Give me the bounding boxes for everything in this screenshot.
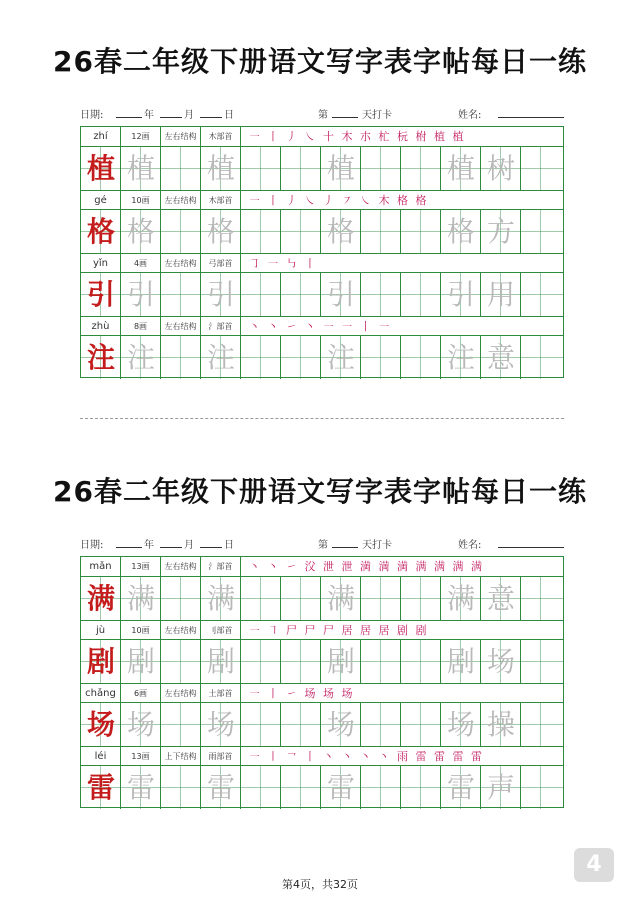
writing-box[interactable] bbox=[441, 766, 481, 809]
stroke-order: ㇐ ㇕ 尸 尸 尸 居 居 居 剧 剧 bbox=[249, 624, 429, 637]
day-label: 日 bbox=[224, 540, 234, 551]
pinyin-label: zhí bbox=[81, 127, 121, 146]
trace-character: 格 bbox=[446, 215, 475, 248]
char-row bbox=[81, 253, 563, 316]
writing-box[interactable] bbox=[321, 273, 361, 316]
writing-box[interactable] bbox=[161, 640, 201, 683]
stroke-order: ㇆ ㇐ ㇉ 丨 bbox=[249, 257, 318, 270]
writing-box[interactable] bbox=[161, 577, 201, 620]
writing-box[interactable] bbox=[441, 703, 481, 746]
writing-box[interactable] bbox=[521, 640, 563, 683]
writing-box[interactable] bbox=[121, 336, 161, 379]
day-suffix: 天打卡 bbox=[362, 110, 392, 121]
writing-box[interactable] bbox=[121, 273, 161, 316]
writing-box[interactable] bbox=[521, 336, 563, 379]
trace-character: 注 bbox=[326, 341, 355, 374]
writing-box[interactable] bbox=[481, 640, 521, 683]
writing-box[interactable] bbox=[401, 577, 441, 620]
stroke-count: 10画 bbox=[121, 621, 161, 640]
name-label: 姓名: bbox=[458, 110, 482, 121]
trace-character: 场 bbox=[486, 645, 515, 678]
trace-character: 满 bbox=[446, 582, 475, 615]
writing-box[interactable] bbox=[441, 640, 481, 683]
name-label: 姓名: bbox=[458, 540, 482, 551]
writing-boxes bbox=[81, 336, 563, 379]
writing-box[interactable] bbox=[201, 640, 241, 683]
trace-character: 雷 bbox=[206, 771, 235, 804]
month-label: 月 bbox=[184, 540, 194, 551]
trace-character: 方 bbox=[486, 215, 515, 248]
writing-box[interactable] bbox=[161, 273, 201, 316]
writing-box[interactable] bbox=[361, 577, 401, 620]
trace-character: 格 bbox=[206, 215, 235, 248]
writing-box[interactable] bbox=[441, 147, 481, 190]
meta-line bbox=[80, 106, 564, 124]
char-info-row bbox=[81, 683, 563, 703]
trace-character: 满 bbox=[326, 582, 355, 615]
trace-character: 意 bbox=[486, 582, 515, 615]
practice-grid bbox=[80, 126, 564, 378]
char-row bbox=[81, 190, 563, 253]
writing-box[interactable] bbox=[521, 147, 563, 190]
trace-character: 引 bbox=[126, 278, 155, 311]
writing-box[interactable] bbox=[241, 577, 281, 620]
writing-boxes bbox=[81, 766, 563, 809]
char-info-row bbox=[81, 190, 563, 210]
writing-boxes bbox=[81, 640, 563, 683]
writing-box[interactable] bbox=[281, 703, 321, 746]
stroke-count: 13画 bbox=[121, 747, 161, 766]
writing-box[interactable] bbox=[281, 766, 321, 809]
trace-character: 雷 bbox=[326, 771, 355, 804]
writing-box[interactable] bbox=[241, 640, 281, 683]
writing-box[interactable] bbox=[81, 640, 121, 683]
writing-box[interactable] bbox=[281, 336, 321, 379]
writing-boxes bbox=[81, 210, 563, 253]
writing-box[interactable] bbox=[81, 336, 121, 379]
pinyin-label: gé bbox=[81, 191, 121, 210]
trace-character: 雷 bbox=[446, 771, 475, 804]
trace-character: 剧 bbox=[326, 645, 355, 678]
char-info-row bbox=[81, 620, 563, 640]
structure-label: 左右结构 bbox=[161, 317, 201, 336]
trace-character: 操 bbox=[486, 708, 515, 741]
stroke-count: 13画 bbox=[121, 557, 161, 576]
writing-box[interactable] bbox=[361, 640, 401, 683]
trace-character: 植 bbox=[206, 152, 235, 185]
stroke-count: 10画 bbox=[121, 191, 161, 210]
trace-character: 满 bbox=[126, 582, 155, 615]
trace-character: 场 bbox=[446, 708, 475, 741]
writing-box[interactable] bbox=[201, 703, 241, 746]
writing-box[interactable] bbox=[281, 273, 321, 316]
date-label: 日期: bbox=[80, 540, 104, 551]
stroke-order: ㇐ 丨 丿 ㇏ 丿 ㇇ ㇏ 木 格 格 bbox=[249, 194, 429, 207]
writing-box[interactable] bbox=[201, 577, 241, 620]
char-row bbox=[81, 683, 563, 746]
trace-character: 引 bbox=[206, 278, 235, 311]
stroke-count: 12画 bbox=[121, 127, 161, 146]
radical-label: 木部首 bbox=[201, 127, 241, 146]
writing-box[interactable] bbox=[521, 766, 563, 809]
name-field[interactable] bbox=[498, 536, 564, 548]
writing-box[interactable] bbox=[441, 210, 481, 253]
writing-box[interactable] bbox=[201, 210, 241, 253]
month-label: 月 bbox=[184, 110, 194, 121]
stroke-order: 丶 丶 ㇀ 丶 ㇐ ㇐ 丨 ㇐ bbox=[249, 320, 392, 333]
radical-label: 木部首 bbox=[201, 191, 241, 210]
writing-box[interactable] bbox=[361, 210, 401, 253]
writing-box[interactable] bbox=[361, 273, 401, 316]
writing-box[interactable] bbox=[81, 577, 121, 620]
writing-box[interactable] bbox=[481, 210, 521, 253]
writing-box[interactable] bbox=[281, 210, 321, 253]
writing-box[interactable] bbox=[321, 703, 361, 746]
char-row bbox=[81, 746, 563, 809]
trace-character: 剧 bbox=[446, 645, 475, 678]
writing-box[interactable] bbox=[201, 147, 241, 190]
writing-box[interactable] bbox=[361, 336, 401, 379]
model-character: 引 bbox=[86, 278, 115, 311]
structure-label: 左右结构 bbox=[161, 621, 201, 640]
writing-box[interactable] bbox=[201, 336, 241, 379]
writing-boxes bbox=[81, 577, 563, 620]
trace-character: 场 bbox=[326, 708, 355, 741]
writing-box[interactable] bbox=[441, 273, 481, 316]
writing-box[interactable] bbox=[281, 640, 321, 683]
writing-box[interactable] bbox=[121, 147, 161, 190]
writing-box[interactable] bbox=[81, 147, 121, 190]
writing-box[interactable] bbox=[401, 210, 441, 253]
writing-box[interactable] bbox=[81, 273, 121, 316]
writing-box[interactable] bbox=[481, 336, 521, 379]
char-row bbox=[81, 557, 563, 620]
model-character: 场 bbox=[86, 708, 115, 741]
trace-character: 剧 bbox=[126, 645, 155, 678]
radical-label: 刂部首 bbox=[201, 621, 241, 640]
char-info-row bbox=[81, 127, 563, 147]
day-suffix: 天打卡 bbox=[362, 540, 392, 551]
writing-box[interactable] bbox=[361, 766, 401, 809]
section-divider bbox=[80, 418, 564, 419]
writing-box[interactable] bbox=[481, 147, 521, 190]
pinyin-label: jù bbox=[81, 621, 121, 640]
writing-box[interactable] bbox=[321, 766, 361, 809]
trace-character: 格 bbox=[326, 215, 355, 248]
stroke-count: 8画 bbox=[121, 317, 161, 336]
writing-box[interactable] bbox=[161, 210, 201, 253]
char-info-row bbox=[81, 746, 563, 766]
structure-label: 左右结构 bbox=[161, 127, 201, 146]
writing-box[interactable] bbox=[481, 577, 521, 620]
char-row bbox=[81, 620, 563, 683]
worksheet-title: 26春二年级下册语文写字表字帖每日一练 bbox=[53, 475, 587, 508]
writing-box[interactable] bbox=[481, 273, 521, 316]
writing-box[interactable] bbox=[361, 147, 401, 190]
char-row bbox=[81, 127, 563, 190]
day-prefix: 第 bbox=[318, 110, 328, 121]
radical-label: 弓部首 bbox=[201, 254, 241, 273]
writing-box[interactable] bbox=[481, 766, 521, 809]
structure-label: 左右结构 bbox=[161, 254, 201, 273]
writing-box[interactable] bbox=[521, 210, 563, 253]
trace-character: 用 bbox=[486, 278, 515, 311]
writing-box[interactable] bbox=[281, 147, 321, 190]
model-character: 雷 bbox=[86, 771, 115, 804]
writing-box[interactable] bbox=[121, 703, 161, 746]
day-label: 日 bbox=[224, 110, 234, 121]
model-character: 注 bbox=[86, 341, 115, 374]
day-prefix: 第 bbox=[318, 540, 328, 551]
practice-grid bbox=[80, 556, 564, 808]
writing-box[interactable] bbox=[161, 336, 201, 379]
radical-label: 雨部首 bbox=[201, 747, 241, 766]
structure-label: 上下结构 bbox=[161, 747, 201, 766]
page-footer: 第4页，共32页 bbox=[282, 878, 358, 891]
writing-box[interactable] bbox=[401, 703, 441, 746]
writing-boxes bbox=[81, 147, 563, 190]
writing-box[interactable] bbox=[161, 703, 201, 746]
writing-box[interactable] bbox=[441, 577, 481, 620]
writing-box[interactable] bbox=[321, 336, 361, 379]
writing-box[interactable] bbox=[401, 336, 441, 379]
meta-line bbox=[80, 536, 564, 554]
year-label: 年 bbox=[144, 110, 154, 121]
char-info-row bbox=[81, 557, 563, 577]
char-row bbox=[81, 316, 563, 379]
char-info-row bbox=[81, 316, 563, 336]
year-label: 年 bbox=[144, 540, 154, 551]
writing-box[interactable] bbox=[481, 703, 521, 746]
writing-box[interactable] bbox=[161, 147, 201, 190]
model-character: 格 bbox=[86, 215, 115, 248]
writing-box[interactable] bbox=[241, 210, 281, 253]
writing-box[interactable] bbox=[81, 703, 121, 746]
writing-box[interactable] bbox=[241, 766, 281, 809]
writing-box[interactable] bbox=[121, 640, 161, 683]
trace-character: 意 bbox=[486, 341, 515, 374]
worksheet-title: 26春二年级下册语文写字表字帖每日一练 bbox=[53, 45, 587, 78]
trace-character: 声 bbox=[486, 771, 515, 804]
radical-label: 氵部首 bbox=[201, 557, 241, 576]
stroke-order: 丶 丶 ㇀ 㳇 泄 泄 満 満 満 满 满 满 满 bbox=[249, 560, 484, 573]
trace-character: 植 bbox=[446, 152, 475, 185]
stroke-order: ㇐ 丨 丿 ㇏ 十 木 朩 杧 杬 柎 植 植 bbox=[249, 130, 466, 143]
model-character: 植 bbox=[86, 152, 115, 185]
writing-box[interactable] bbox=[321, 640, 361, 683]
trace-character: 树 bbox=[486, 152, 515, 185]
radical-label: 土部首 bbox=[201, 684, 241, 703]
page-number-badge: 4 bbox=[574, 848, 614, 882]
writing-box[interactable] bbox=[401, 273, 441, 316]
writing-box[interactable] bbox=[81, 766, 121, 809]
writing-box[interactable] bbox=[201, 273, 241, 316]
pinyin-label: chǎng bbox=[81, 684, 121, 703]
trace-character: 剧 bbox=[206, 645, 235, 678]
writing-box[interactable] bbox=[521, 577, 563, 620]
writing-box[interactable] bbox=[241, 273, 281, 316]
writing-box[interactable] bbox=[81, 210, 121, 253]
pinyin-label: mǎn bbox=[81, 557, 121, 576]
writing-box[interactable] bbox=[241, 147, 281, 190]
trace-character: 雷 bbox=[126, 771, 155, 804]
writing-box[interactable] bbox=[401, 640, 441, 683]
trace-character: 格 bbox=[126, 215, 155, 248]
writing-box[interactable] bbox=[121, 577, 161, 620]
trace-character: 注 bbox=[206, 341, 235, 374]
stroke-order: ㇐ ㇑ ㇖ 丨 丶 丶 丶 丶 雨 雷 雷 雷 雷 bbox=[249, 750, 484, 763]
trace-character: 引 bbox=[326, 278, 355, 311]
radical-label: 氵部首 bbox=[201, 317, 241, 336]
writing-box[interactable] bbox=[121, 766, 161, 809]
pinyin-label: yǐn bbox=[81, 254, 121, 273]
stroke-count: 6画 bbox=[121, 684, 161, 703]
date-label: 日期: bbox=[80, 110, 104, 121]
trace-character: 引 bbox=[446, 278, 475, 311]
structure-label: 左右结构 bbox=[161, 557, 201, 576]
writing-box[interactable] bbox=[521, 703, 563, 746]
trace-character: 注 bbox=[446, 341, 475, 374]
pinyin-label: léi bbox=[81, 747, 121, 766]
writing-box[interactable] bbox=[361, 703, 401, 746]
structure-label: 左右结构 bbox=[161, 684, 201, 703]
writing-boxes bbox=[81, 703, 563, 746]
writing-box[interactable] bbox=[321, 147, 361, 190]
stroke-count: 4画 bbox=[121, 254, 161, 273]
writing-box[interactable] bbox=[521, 273, 563, 316]
trace-character: 场 bbox=[206, 708, 235, 741]
writing-box[interactable] bbox=[121, 210, 161, 253]
model-character: 剧 bbox=[86, 645, 115, 678]
writing-box[interactable] bbox=[241, 336, 281, 379]
writing-box[interactable] bbox=[401, 766, 441, 809]
writing-box[interactable] bbox=[441, 336, 481, 379]
pinyin-label: zhù bbox=[81, 317, 121, 336]
writing-box[interactable] bbox=[161, 766, 201, 809]
writing-boxes bbox=[81, 273, 563, 316]
model-character: 满 bbox=[86, 582, 115, 615]
writing-box[interactable] bbox=[241, 703, 281, 746]
trace-character: 满 bbox=[206, 582, 235, 615]
structure-label: 左右结构 bbox=[161, 191, 201, 210]
trace-character: 植 bbox=[326, 152, 355, 185]
char-info-row bbox=[81, 253, 563, 273]
writing-box[interactable] bbox=[201, 766, 241, 809]
trace-character: 注 bbox=[126, 341, 155, 374]
writing-box[interactable] bbox=[321, 577, 361, 620]
writing-box[interactable] bbox=[281, 577, 321, 620]
name-field[interactable] bbox=[498, 106, 564, 118]
trace-character: 植 bbox=[126, 152, 155, 185]
trace-character: 场 bbox=[126, 708, 155, 741]
stroke-order: ㇐ 丨 ㇀ 场 场 场 bbox=[249, 687, 355, 700]
writing-box[interactable] bbox=[321, 210, 361, 253]
writing-box[interactable] bbox=[401, 147, 441, 190]
